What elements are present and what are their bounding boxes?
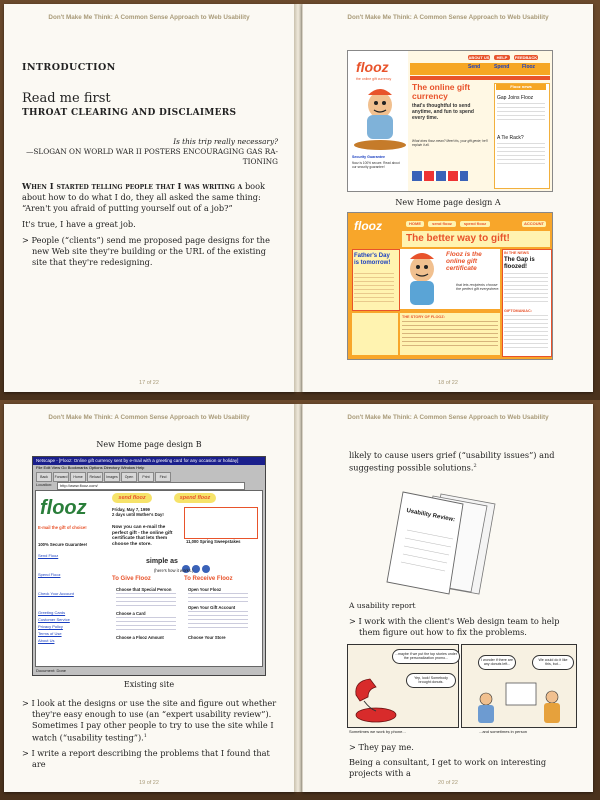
chapter-subtitle: THROAT CLEARING AND DISCLAIMERS bbox=[22, 108, 237, 118]
site-sidebar bbox=[38, 525, 104, 663]
flooz-logo: flooz bbox=[356, 59, 389, 75]
page-number: 17 of 22 bbox=[139, 380, 159, 386]
date-line: Friday, May 7, 1999 bbox=[112, 507, 150, 512]
tab-home: HOME bbox=[406, 221, 424, 227]
page-20-middle bbox=[349, 600, 577, 642]
nav-spend: Spend bbox=[494, 64, 510, 70]
bullet-work-with-team: > I work with the client's Web design team to help them figure out how to fix the problems. bbox=[349, 616, 560, 637]
side-link-2: 100% Secure Guarantee! bbox=[38, 542, 88, 548]
fig-b-story-title: THE STORY OF FLOOZ: bbox=[402, 315, 445, 319]
forward-button[interactable]: Forward bbox=[53, 472, 69, 482]
running-head: Don't Make Me Think: A Common Sense Approach to Web Usability bbox=[347, 414, 549, 421]
receive-step-1-text bbox=[188, 593, 248, 603]
figure-home-design-a bbox=[347, 50, 553, 192]
fig-b-sidebar-item: The Gap is floozed! bbox=[504, 257, 535, 270]
browser-toolbar bbox=[33, 471, 265, 481]
gift-genie-illustration bbox=[400, 249, 444, 309]
page-20 bbox=[302, 404, 593, 792]
fig-b-headline: The better way to gift! bbox=[406, 233, 510, 244]
fig-a-subnav bbox=[410, 76, 550, 80]
bubble-left-2: Yep, look! Somebody brought donuts. bbox=[406, 673, 456, 688]
side-link-10[interactable]: About Us bbox=[38, 638, 55, 644]
epigraph-attribution-line-2: TIONING bbox=[242, 157, 278, 166]
report-title: Usability Review: bbox=[405, 508, 456, 524]
footnote-ref-1[interactable]: 1 bbox=[143, 733, 147, 739]
page-17-content bbox=[22, 42, 278, 272]
fig-b-giftomaniac: GIFTOMANIAC: bbox=[504, 309, 532, 313]
page-19-content bbox=[22, 698, 278, 774]
book-gutter bbox=[294, 404, 302, 792]
caption-design-b: New Home page design B bbox=[96, 440, 202, 449]
receive-step-1: Open Your Flooz bbox=[188, 587, 222, 592]
bullet-expert-review-text: > I look at the designs or use the site and figure out whether they're easy enough to use (an “expert usability review”). Sometimes I pay other people to try to use the site while I watch (“usability testing”). bbox=[22, 698, 277, 743]
give-step-1-text bbox=[116, 593, 176, 607]
paragraph-bottom: Being a consultant, I get to work on interesting projects with a bbox=[349, 757, 547, 778]
tab-account: ACCOUNT bbox=[524, 221, 544, 226]
paragraph-top bbox=[349, 450, 577, 474]
nav-flooz: Flooz bbox=[522, 64, 536, 70]
paragraph-1 bbox=[22, 181, 278, 214]
browser-menu-bar: File Edit View Go Bookmarks Options Directory Window Help bbox=[36, 465, 145, 470]
receive-step-2-text bbox=[188, 611, 248, 631]
security-text: flooz is 100% secure. Read about our security guarantee! bbox=[352, 161, 400, 169]
page-17 bbox=[4, 4, 295, 392]
page-19 bbox=[4, 404, 295, 792]
epigraph-quote: Is this trip really necessary? bbox=[173, 137, 278, 146]
fig-b-left-box-text bbox=[354, 273, 394, 303]
browser-status-bar: Document: Done bbox=[36, 668, 67, 673]
print-button[interactable]: Print bbox=[138, 472, 154, 482]
side-link-5[interactable]: Check Your Account bbox=[38, 591, 74, 597]
fig-a-sidebar-item-2: A Tie Rack? bbox=[497, 135, 524, 141]
tab-feedback: FEEDBACK bbox=[514, 55, 538, 60]
page-20-top bbox=[349, 450, 577, 479]
receive-step-2: Open Your Gift Account bbox=[188, 605, 236, 610]
bubble-left-1: ...maybe if we put the top stories under the personalization promo... bbox=[392, 649, 460, 664]
bullet-expert-review bbox=[22, 698, 278, 744]
find-button[interactable]: Find bbox=[155, 472, 171, 482]
give-step-1: Choose that Special Person bbox=[116, 587, 172, 592]
side-link-1: E-mail the gift of choice! bbox=[38, 525, 87, 530]
spend-flooz-button[interactable]: spend flooz bbox=[174, 493, 216, 503]
panel-right-caption: ...and sometimes in person bbox=[479, 729, 528, 734]
usability-report-illustration bbox=[383, 490, 503, 596]
running-head: Don't Make Me Think: A Common Sense Approach to Web Usability bbox=[48, 414, 250, 421]
panel-left-caption: Sometimes we work by phone... bbox=[349, 729, 406, 734]
receive-step-3: Choose Your Store bbox=[188, 635, 226, 640]
fig-a-subhead: that's thoughtful to send anytime, and fun to spend every time. bbox=[412, 103, 474, 121]
fig-a-sidebar-text-2 bbox=[497, 143, 545, 167]
running-head: Don't Make Me Think: A Common Sense Approach to Web Usability bbox=[48, 14, 250, 21]
epigraph bbox=[22, 137, 278, 167]
side-link-7[interactable]: Customer Service bbox=[38, 617, 70, 623]
fig-b-story-text bbox=[402, 321, 498, 349]
genie-illustration bbox=[350, 87, 410, 151]
comic-panel-person bbox=[461, 644, 577, 728]
page-18 bbox=[302, 4, 593, 392]
side-link-3[interactable]: Send Flooz bbox=[38, 553, 59, 559]
paragraph-top-text: likely to cause users grief (“usability issues”) and suggesting possible solutions. bbox=[349, 450, 555, 473]
fig-a-headline: The online gift currency bbox=[412, 82, 471, 101]
paragraph-2: It's true, I have a great job. bbox=[22, 219, 136, 229]
browser-title-bar: Netscape - [Flooz: Online gift currency sent by e-mail with a greeting card for any occasion or holiday] bbox=[33, 457, 265, 465]
date-sub: 2 days until Mother's Day! bbox=[112, 512, 164, 517]
side-link-9[interactable]: Terms of Use bbox=[38, 631, 62, 637]
tab-help: HELP bbox=[494, 55, 510, 60]
fig-b-security-box bbox=[352, 313, 398, 355]
paragraph-1-rest: book about how to do what I do, they all asked the same thing: “Aren't you afraid of putting yourself out of a job?” bbox=[22, 181, 265, 213]
browser-viewport bbox=[35, 490, 263, 667]
side-link-6[interactable]: Greeting Cards bbox=[38, 610, 66, 616]
address-input[interactable] bbox=[57, 482, 245, 490]
reload-button[interactable]: Reload bbox=[87, 472, 103, 482]
nav-send: Send bbox=[468, 64, 481, 70]
steps-123-icon bbox=[182, 558, 214, 567]
chapter-title: Read me first bbox=[22, 91, 111, 106]
site-headline: Now you can e-mail the perfect gift - the online gift certificate that lets them choose the store. bbox=[112, 525, 173, 547]
browser-window bbox=[32, 456, 266, 676]
comic-panel-phone bbox=[347, 644, 459, 728]
promo-box bbox=[184, 507, 258, 539]
bubble-right-1: I wonder if there are any donuts left... bbox=[478, 655, 516, 670]
lead-in: When I started telling people that I was writing a bbox=[22, 181, 243, 191]
book-gutter bbox=[294, 4, 302, 392]
give-step-3: Choose a Flooz Amount bbox=[116, 635, 164, 640]
fig-b-card-title: Flooz is the online gift certificate bbox=[446, 251, 482, 272]
security-title: Security Guarantee bbox=[352, 155, 385, 159]
fig-a-sidebar-title: Flooz news bbox=[496, 84, 546, 90]
tab-about-us: ABOUT US bbox=[468, 55, 490, 60]
tab-send-flooz: send flooz bbox=[428, 221, 456, 227]
fig-a-what-line: What does flooz mean? Meet Iris, your gift genie; he'll explain it all. bbox=[412, 139, 488, 147]
flooz-tagline: the online gift currency bbox=[356, 77, 392, 81]
caption-usability-report: A usability report bbox=[349, 601, 416, 610]
epigraph-attribution-line-1: —SLOGAN ON WORLD WAR II POSTERS ENCOURAGING GAS RA- bbox=[26, 147, 278, 156]
address-value: http://www.flooz.com/ bbox=[60, 483, 98, 488]
browser-address-bar bbox=[33, 481, 265, 489]
fig-b-sidebar-title: IN THE NEWS bbox=[504, 251, 529, 255]
home-button[interactable]: Home bbox=[70, 472, 86, 482]
credit-card-logos bbox=[412, 171, 468, 181]
bullet-1: > People (“clients”) send me proposed page designs for the new Web site they're building or the URL of the existing site that they're redesigning. bbox=[22, 235, 270, 267]
meeting-illustration bbox=[466, 681, 572, 725]
fig-a-sidebar-text-1 bbox=[497, 103, 545, 123]
side-link-8[interactable]: Privacy Policy bbox=[38, 624, 63, 630]
caption-design-a: New Home page design A bbox=[395, 198, 501, 207]
simple-as: simple as bbox=[146, 558, 178, 565]
telephone-illustration bbox=[350, 675, 400, 725]
figure-home-design-b bbox=[347, 212, 553, 360]
page-number: 20 of 22 bbox=[438, 780, 458, 786]
open-button[interactable]: Open bbox=[121, 472, 137, 482]
give-column-title: To Give Flooz bbox=[112, 576, 151, 582]
send-flooz-button[interactable]: send flooz bbox=[112, 493, 152, 503]
flooz-logo: flooz bbox=[40, 497, 87, 519]
back-button[interactable]: Back bbox=[36, 472, 52, 482]
flooz-logo: flooz bbox=[354, 219, 382, 233]
tab-spend-flooz: spend flooz bbox=[460, 221, 490, 227]
bubble-right-2: We could do it like this, but... bbox=[532, 655, 574, 670]
give-step-2: Choose a Card bbox=[116, 611, 146, 616]
give-step-2-text bbox=[116, 617, 176, 631]
fig-a-sidebar-item-1: Gap Joins Flooz bbox=[497, 95, 534, 101]
bottom-spread bbox=[0, 400, 600, 800]
caption-existing-site: Existing site bbox=[123, 680, 175, 689]
running-head: Don't Make Me Think: A Common Sense Approach to Web Usability bbox=[347, 14, 549, 21]
address-label: Location: bbox=[36, 482, 53, 487]
side-link-4[interactable]: Spend Flooz bbox=[38, 572, 61, 578]
fig-b-sidebar-text bbox=[504, 273, 548, 303]
fig-b-card-sub: that lets recipients choose the perfect gift everywhere. bbox=[456, 283, 500, 292]
page-20-bottom bbox=[349, 742, 577, 784]
simple-sub: (here's how it works.) bbox=[154, 568, 194, 573]
page-number: 19 of 22 bbox=[139, 780, 159, 786]
fig-b-giftomaniac-text bbox=[504, 315, 548, 349]
promo-text: 11,000 Spring Sweepstakes bbox=[186, 539, 241, 544]
bullet-write-report: > I write a report describing the problems that I found that are bbox=[22, 747, 270, 769]
page-number: 18 of 22 bbox=[438, 380, 458, 386]
section-label: INTRODUCTION bbox=[22, 62, 116, 73]
fathers-day-text: Father's Day is tomorrow! bbox=[354, 253, 391, 266]
bullet-they-pay-me: > They pay me. bbox=[349, 742, 414, 752]
footnote-ref-2[interactable]: 2 bbox=[473, 463, 477, 469]
images-button[interactable]: Images bbox=[104, 472, 120, 482]
receive-column-title: To Receive Flooz bbox=[184, 576, 233, 582]
